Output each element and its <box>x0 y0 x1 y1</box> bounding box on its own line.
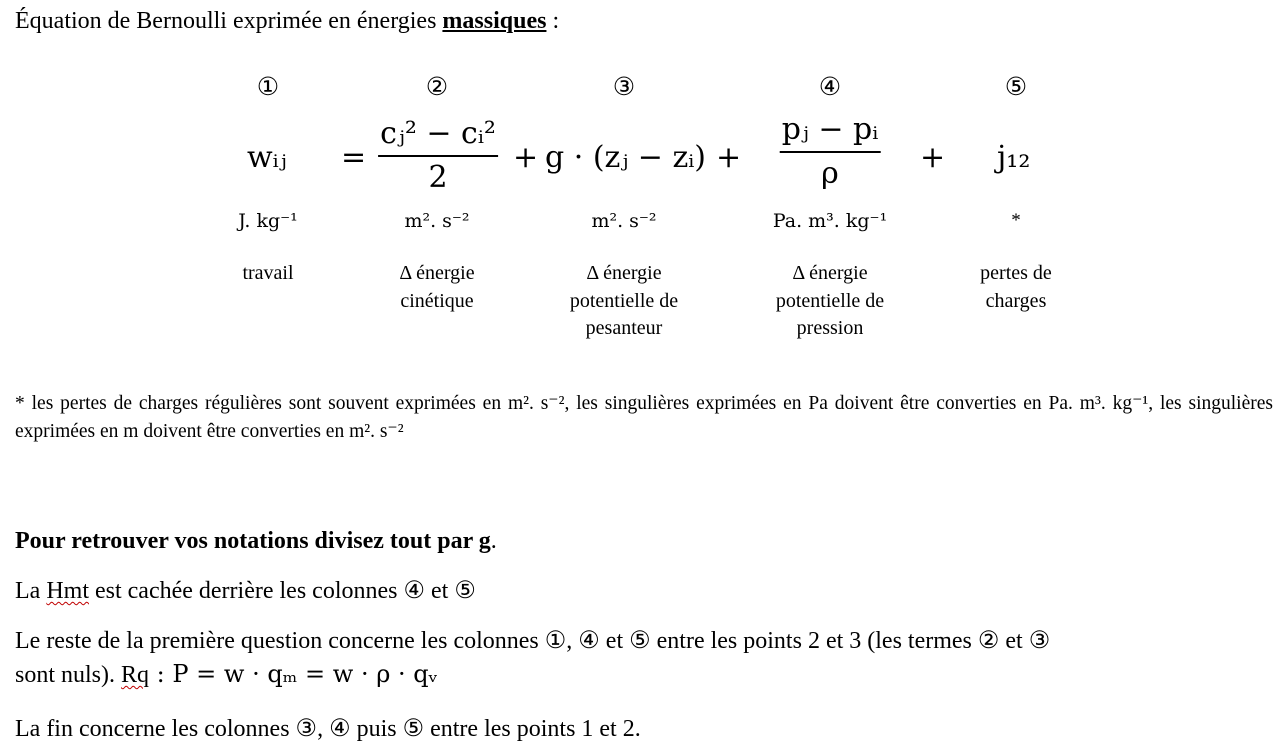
instruction-line-1 <box>15 528 497 555</box>
label-line: charges <box>985 289 1047 312</box>
losses-term: j₁₂ <box>997 140 1031 175</box>
instruction-line-5: La fin concerne les colonnes ③, ④ puis ⑤ entre les points 1 et 2. <box>15 716 641 742</box>
pressure-denominator: ρ <box>821 156 839 191</box>
footnote: * les pertes de charges régulières sont souvent exprimées en m². s⁻², les singulières exprimées en Pa doivent être converties en Pa. m³. kg⁻¹, les singulières exprimées en m doivent être converties en m². s⁻² <box>15 393 1273 442</box>
label-line: pesanteur <box>585 317 663 339</box>
unit-col-2: m². s⁻² <box>404 210 470 232</box>
equation-lhs: wᵢⱼ <box>247 140 287 175</box>
heading-prefix: Équation de Bernoulli exprimée en énergies <box>15 8 443 34</box>
instruction-text: La <box>15 578 47 604</box>
label-line: Δ énergie <box>792 262 868 284</box>
kinetic-fraction <box>378 117 498 195</box>
fraction-bar <box>780 151 881 153</box>
column-marker-5: ⑤ <box>1004 74 1028 101</box>
instruction-text: sont nuls). <box>15 662 122 688</box>
label-line: potentielle de <box>775 289 885 312</box>
column-marker-3: ③ <box>612 74 636 101</box>
equation-equals: = <box>341 140 367 175</box>
label-line: pertes de <box>980 262 1052 284</box>
label-line: travail <box>242 262 294 284</box>
label-line: pression <box>796 317 864 339</box>
label-col-2 <box>399 260 474 315</box>
kinetic-denominator: 2 <box>428 160 448 195</box>
equation-plus-2: + <box>716 140 742 175</box>
page-heading <box>15 8 559 35</box>
equation-plus-3: + <box>920 140 946 175</box>
label-col-5 <box>980 260 1052 315</box>
instruction-line-3: Le reste de la première question concerne les colonnes ①, ④ et ⑤ entre les points 2 et 3 (les termes ② et ③ <box>15 628 1051 654</box>
pressure-numerator: pⱼ − pᵢ <box>781 112 879 147</box>
heading-suffix: : <box>546 8 560 34</box>
kinetic-numerator: cⱼ² − cᵢ² <box>380 116 496 151</box>
power-formula: : P = w · qₘ = w · ρ · qᵥ <box>149 660 438 688</box>
equation-plus-1: + <box>513 140 539 175</box>
unit-col-5: * <box>1011 210 1021 231</box>
heading-emphasis: massiques <box>442 8 547 34</box>
label-line: Δ énergie <box>399 262 475 284</box>
column-marker-1: ① <box>256 74 280 101</box>
label-col-1 <box>242 260 293 288</box>
label-line: cinétique <box>400 289 474 312</box>
instruction-bold: Pour retrouver vos notations divisez tout par g <box>15 528 491 554</box>
label-line: potentielle de <box>569 289 679 312</box>
label-line: Δ énergie <box>586 262 662 284</box>
fraction-bar <box>378 155 498 157</box>
label-col-3 <box>570 260 678 343</box>
gravity-term: g · (zⱼ − zᵢ) <box>545 140 707 175</box>
instruction-period: . <box>490 528 497 554</box>
label-col-4 <box>776 260 884 343</box>
unit-col-3: m². s⁻² <box>591 210 657 232</box>
instruction-line-2 <box>15 576 476 605</box>
instruction-text: est cachée derrière les colonnes ④ et ⑤ <box>88 578 476 604</box>
instruction-line-4 <box>15 660 438 689</box>
unit-col-1: J. kg⁻¹ <box>238 210 298 232</box>
rq-term: Rq <box>121 662 150 688</box>
pressure-fraction <box>780 113 881 191</box>
hmt-term: Hmt <box>46 578 89 604</box>
column-marker-4: ④ <box>818 74 842 101</box>
unit-col-4: Pa. m³. kg⁻¹ <box>772 210 888 232</box>
column-marker-2: ② <box>425 74 449 101</box>
